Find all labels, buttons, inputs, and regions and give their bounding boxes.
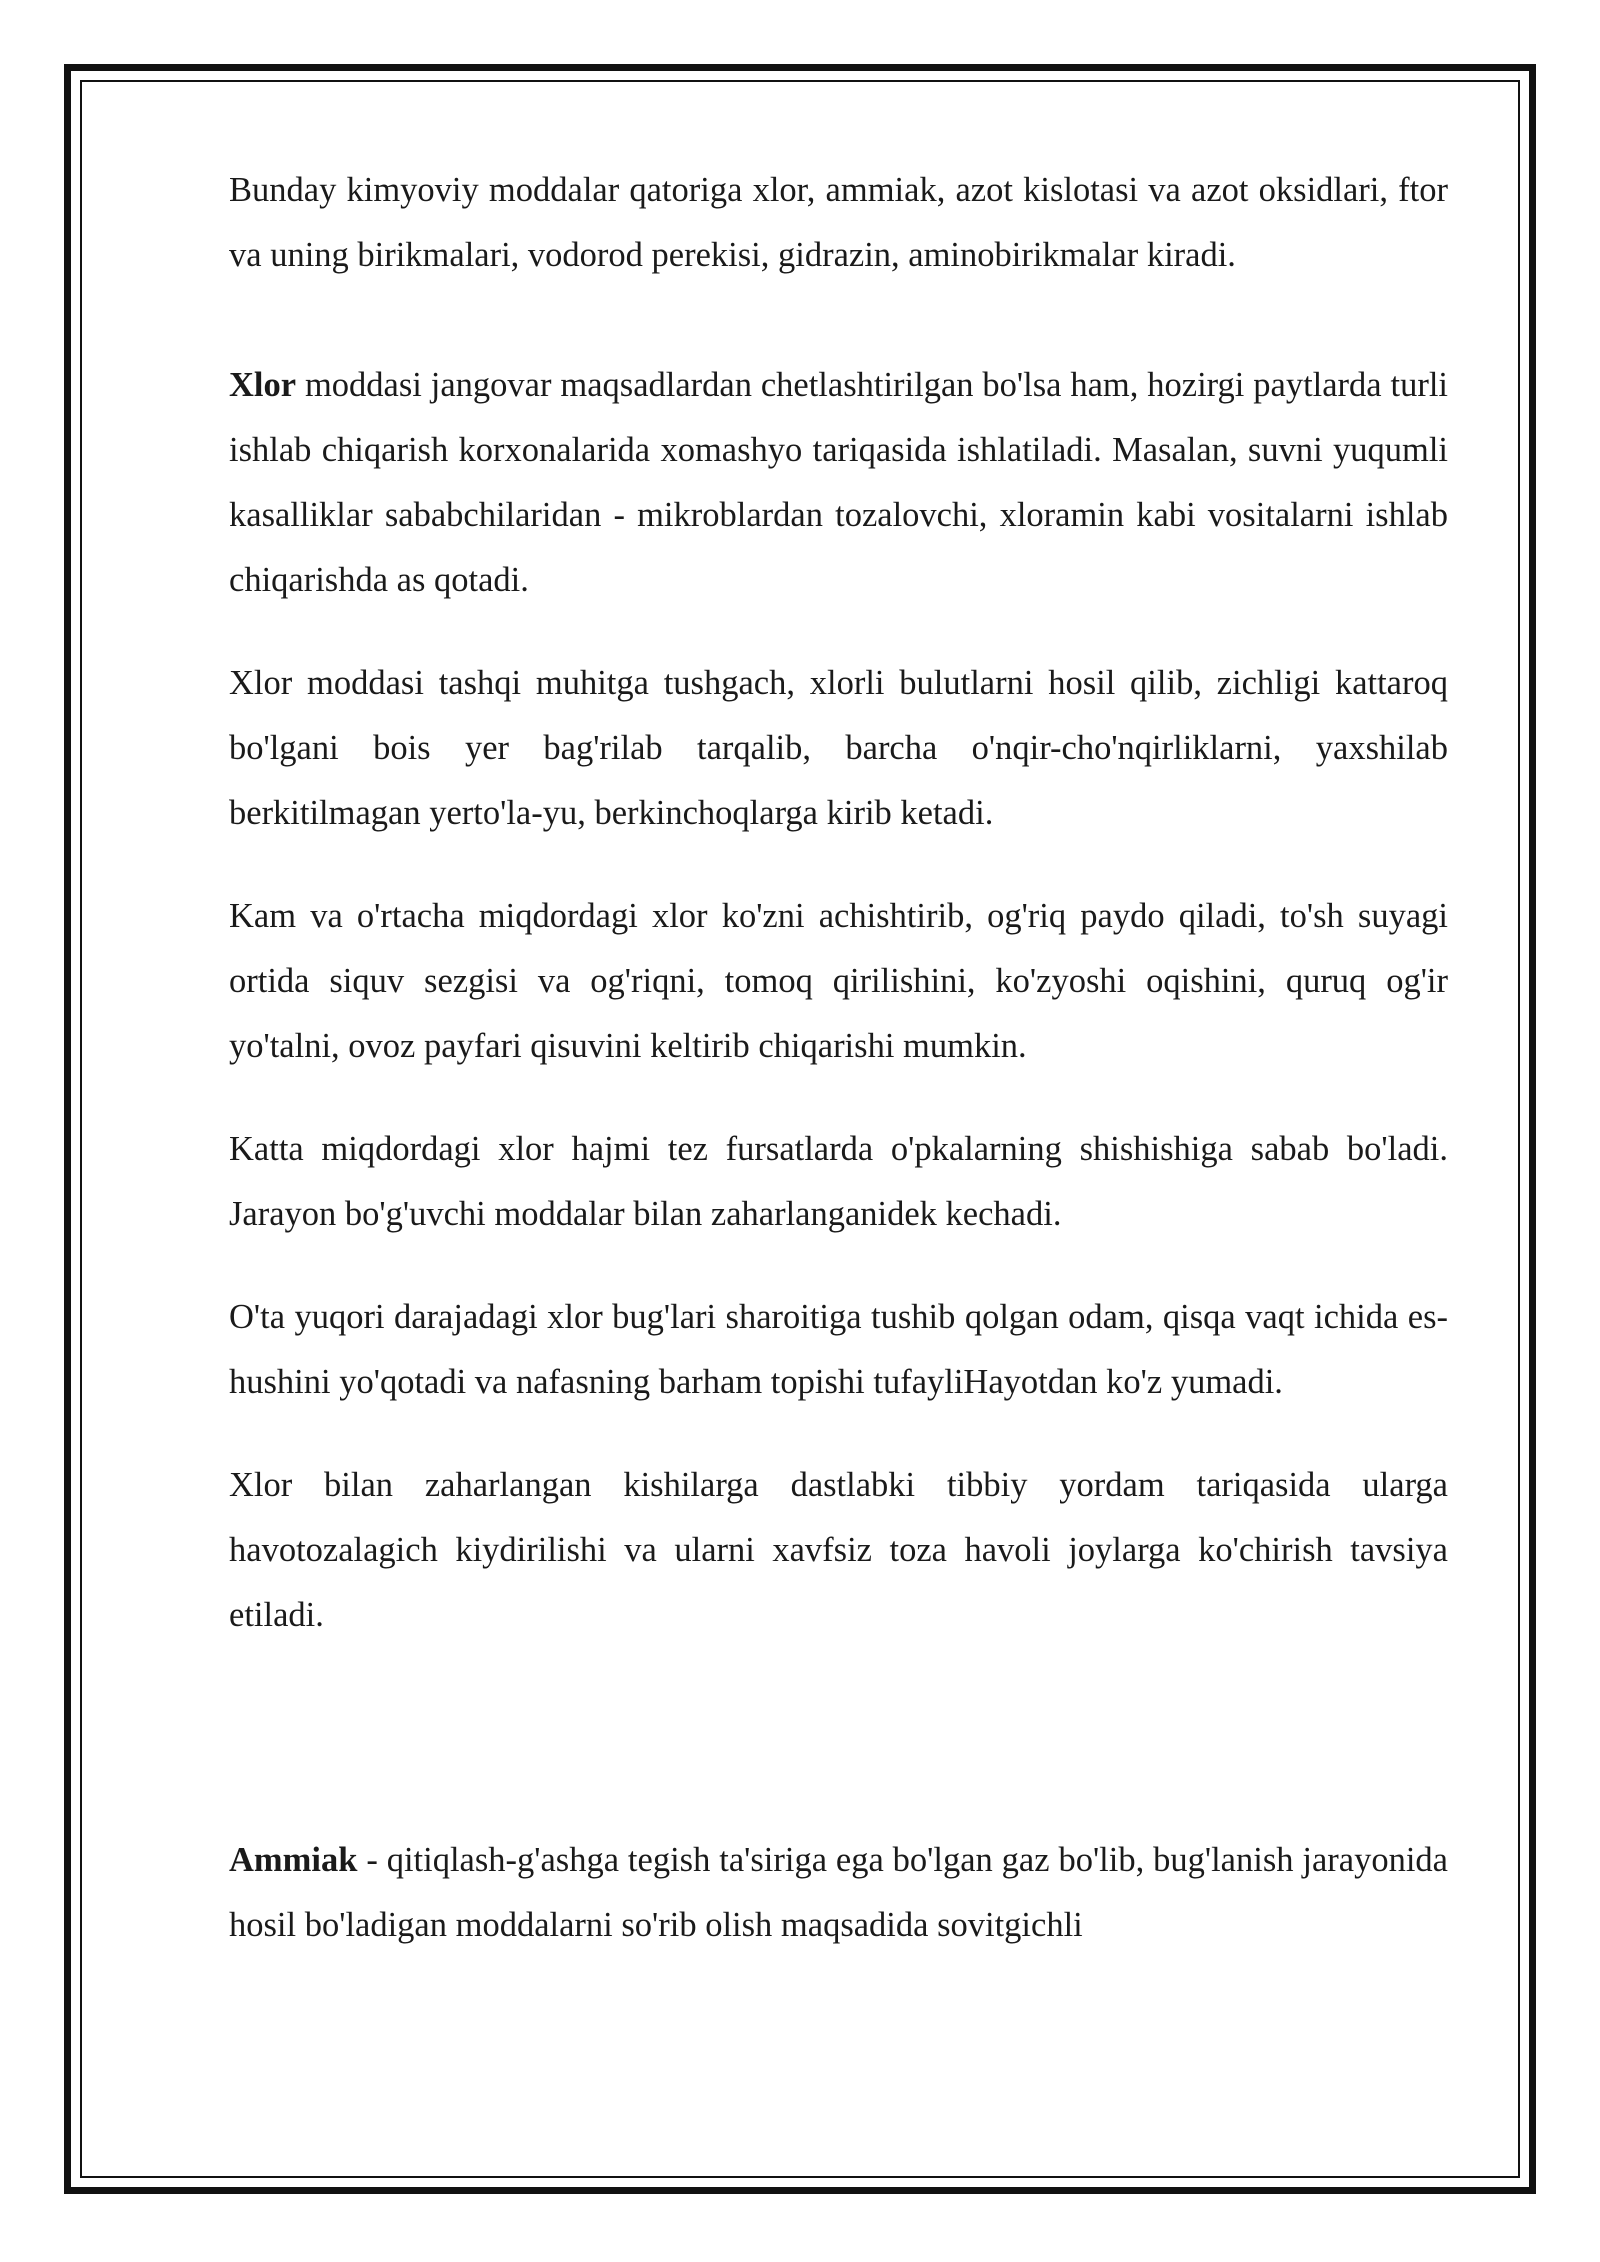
term-chlorine: Xlor	[229, 366, 297, 404]
document-body	[229, 158, 1448, 1958]
paragraph-chlorine-high-level	[229, 1285, 1448, 1415]
paragraph-text: Kam va o'rtacha miqdordagi xlor ko'zni achishtirib, og'riq paydo qiladi, to'sh suyagi ortida siquv sezgisi va og'riqni, tomoq qirilishini, ko'zyoshi oqishini, quruq og'ir yo'talni, ovoz payfari qisuvini keltirib chiqarishi mumkin.	[229, 897, 1448, 1065]
paragraph-text: moddasi jangovar maqsadlardan chetlashtirilgan bo'lsa ham, hozirgi paytlarda turli ishlab chiqarish korxonalarida xomashyo tariqasida ishlatiladi. Masalan, suvni yuqumli kasalliklar sababchilaridan - mikroblardan tozalovchi, xloramin kabi vositalarni ishlab chiqarishda as qotadi.	[229, 366, 1448, 599]
paragraph-text: O'ta yuqori darajadagi xlor bug'lari sharoitiga tushib qolgan odam, qisqa vaqt ichida es-hushini yo'qotadi va nafasning barham topishi tufayliHayotdan ko'z yumadi.	[229, 1298, 1448, 1401]
paragraph-chemicals-list	[229, 158, 1448, 288]
paragraph-chlorine-first-aid	[229, 1453, 1448, 1648]
paragraph-text: Xlor moddasi tashqi muhitga tushgach, xlorli bulutlarni hosil qilib, zichligi kattaroq bo'lgani bois yer bag'rilab tarqalib, barcha o'nqir-cho'nqirliklarni, yaxshilab berkitilmagan yerto'la-yu, berkinchoqlarga kirib ketadi.	[229, 664, 1448, 832]
paragraph-chlorine-symptoms	[229, 884, 1448, 1079]
paragraph-ammonia-intro	[229, 1828, 1448, 1958]
paragraph-text: Bunday kimyoviy moddalar qatoriga xlor, ammiak, azot kislotasi va azot oksidlari, ftor va uning birikmalari, vodorod perekisi, gidrazin, aminobirikmalar kiradi.	[229, 171, 1448, 274]
paragraph-chlorine-spread	[229, 651, 1448, 846]
paragraph-text: Katta miqdordagi xlor hajmi tez fursatlarda o'pkalarning shishishiga sabab bo'ladi. Jarayon bo'g'uvchi moddalar bilan zaharlanganidek kechadi.	[229, 1130, 1448, 1233]
paragraph-text: Xlor bilan zaharlangan kishilarga dastlabki tibbiy yordam tariqasida ularga havotozalagich kiydirilishi va ularni xavfsiz toza havoli joylarga ko'chirish tavsiya etiladi.	[229, 1466, 1448, 1634]
term-ammonia: Ammiak	[229, 1841, 358, 1879]
paragraph-chlorine-intro	[229, 353, 1448, 613]
paragraph-text: - qitiqlash-g'ashga tegish ta'siriga ega bo'lgan gaz bo'lib, bug'lanish jarayonida hosil bo'ladigan moddalarni so'rib olish maqsadida sovitgichli	[229, 1841, 1448, 1944]
paragraph-chlorine-large-dose	[229, 1117, 1448, 1247]
